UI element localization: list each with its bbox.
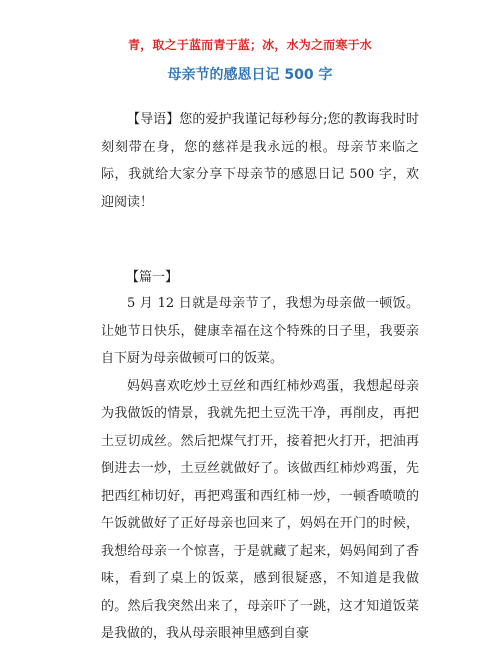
- intro-block: [101, 106, 419, 216]
- motto-line: 青，取之于蓝而青于蓝；冰，水为之而寒于水: [127, 38, 372, 52]
- intro-paragraph: 【导语】您的爱护我谨记每秒每分;您的教诲我时时刻刻带在身，您的慈祥是我永远的根。母亲节来临之际，我就给大家分享下母亲节的感恩日记 500 字，欢迎阅读！: [101, 112, 419, 210]
- section-heading: 【篇一】: [126, 270, 179, 285]
- body-paragraph-1: 5 月 12 日就是母亲节了，我想为母亲做一顿饭。让她节日快乐，健康幸福在这个特殊的日子里，我要亲自下厨为母亲做顿可口的饭菜。: [101, 296, 419, 366]
- section-body: [101, 290, 419, 648]
- page-title: 母亲节的感恩日记 500 字: [167, 67, 333, 83]
- body-paragraph-2: 妈妈喜欢吃炒土豆丝和西红柿炒鸡蛋，我想起母亲为我做饭的情景，我就先把土豆洗干净，再削皮，再把土豆切成丝。然后把煤气打开，接着把火打开，把油再倒进去一炒，土豆丝就做好了。该做西红柿炒鸡蛋，先把西红柿切好，再把鸡蛋和西红柿一炒，一顿香喷喷的午饭就做好了正好母亲也回来了，妈妈在开门的时候，我想给母亲一个惊喜，于是就藏了起来，妈妈闻到了香味，看到了桌上的饭菜，感到很疑惑，不知道是我做的。然后我突然出来了，母亲吓了一跳，这才知道饭菜是我做的，我从母亲眼神里感到自豪: [101, 378, 419, 641]
